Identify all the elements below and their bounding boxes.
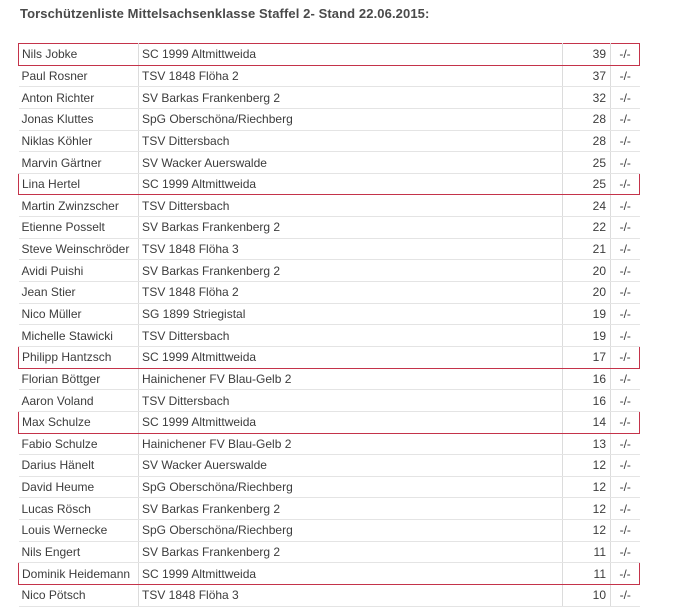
table-row [19, 108, 640, 130]
goal-count: 12 [563, 476, 611, 498]
goal-count: 32 [563, 87, 611, 109]
extra-value: -/- [611, 173, 640, 195]
extra-value: -/- [611, 303, 640, 325]
scorer-table [18, 43, 640, 607]
player-name: Jonas Kluttes [19, 108, 139, 130]
extra-value: -/- [611, 390, 640, 412]
club-name: SV Barkas Frankenberg 2 [139, 541, 563, 563]
goal-count: 19 [563, 303, 611, 325]
table-row [19, 282, 640, 304]
player-name: Fabio Schulze [19, 433, 139, 455]
goal-count: 16 [563, 390, 611, 412]
goal-count: 11 [563, 541, 611, 563]
extra-value: -/- [611, 44, 640, 66]
goal-count: 13 [563, 433, 611, 455]
club-name: TSV 1848 Flöha 2 [139, 282, 563, 304]
club-name: TSV 1848 Flöha 3 [139, 238, 563, 260]
player-name: Nils Jobke [19, 44, 139, 66]
player-name: Nico Müller [19, 303, 139, 325]
goal-count: 25 [563, 173, 611, 195]
player-name: Martin Zwinzscher [19, 195, 139, 217]
club-name: TSV Dittersbach [139, 325, 563, 347]
table-row [19, 433, 640, 455]
page-title: Torschützenliste Mittelsachsenklasse Staffel 2- Stand 22.06.2015: [20, 6, 430, 21]
table-row [19, 455, 640, 477]
table-row-highlighted [19, 563, 640, 585]
extra-value: -/- [611, 455, 640, 477]
table-row-highlighted [19, 346, 640, 368]
player-name: Louis Wernecke [19, 520, 139, 542]
table-row-highlighted [19, 44, 640, 66]
goal-count: 16 [563, 368, 611, 390]
club-name: SC 1999 Altmittweida [139, 411, 563, 433]
player-name: Jean Stier [19, 282, 139, 304]
goal-count: 37 [563, 65, 611, 87]
extra-value: -/- [611, 195, 640, 217]
table-row-highlighted [19, 173, 640, 195]
player-name: Lina Hertel [19, 173, 139, 195]
club-name: SV Barkas Frankenberg 2 [139, 260, 563, 282]
table-row [19, 260, 640, 282]
extra-value: -/- [611, 498, 640, 520]
player-name: Max Schulze [19, 411, 139, 433]
extra-value: -/- [611, 411, 640, 433]
club-name: Hainichener FV Blau-Gelb 2 [139, 433, 563, 455]
club-name: SV Wacker Auerswalde [139, 152, 563, 174]
player-name: Etienne Posselt [19, 217, 139, 239]
extra-value: -/- [611, 65, 640, 87]
club-name: TSV Dittersbach [139, 195, 563, 217]
goal-count: 24 [563, 195, 611, 217]
club-name: SC 1999 Altmittweida [139, 346, 563, 368]
club-name: TSV Dittersbach [139, 130, 563, 152]
player-name: Philipp Hantzsch [19, 346, 139, 368]
extra-value: -/- [611, 108, 640, 130]
player-name: Lucas Rösch [19, 498, 139, 520]
goal-count: 20 [563, 260, 611, 282]
extra-value: -/- [611, 130, 640, 152]
club-name: SC 1999 Altmittweida [139, 173, 563, 195]
goal-count: 10 [563, 585, 611, 607]
extra-value: -/- [611, 217, 640, 239]
player-name: Paul Rosner [19, 65, 139, 87]
player-name: Niklas Köhler [19, 130, 139, 152]
player-name: Dominik Heidemann [19, 563, 139, 585]
club-name: SpG Oberschöna/Riechberg [139, 476, 563, 498]
table-row [19, 65, 640, 87]
goal-count: 39 [563, 44, 611, 66]
player-name: Darius Hänelt [19, 455, 139, 477]
club-name: SC 1999 Altmittweida [139, 563, 563, 585]
extra-value: -/- [611, 238, 640, 260]
club-name: SV Wacker Auerswalde [139, 455, 563, 477]
club-name: SpG Oberschöna/Riechberg [139, 108, 563, 130]
table-row [19, 152, 640, 174]
table-row [19, 390, 640, 412]
goal-count: 11 [563, 563, 611, 585]
player-name: Anton Richter [19, 87, 139, 109]
club-name: TSV Dittersbach [139, 390, 563, 412]
extra-value: -/- [611, 260, 640, 282]
player-name: David Heume [19, 476, 139, 498]
extra-value: -/- [611, 541, 640, 563]
extra-value: -/- [611, 152, 640, 174]
club-name: SC 1999 Altmittweida [139, 44, 563, 66]
club-name: TSV 1848 Flöha 2 [139, 65, 563, 87]
table-row [19, 195, 640, 217]
goal-count: 12 [563, 455, 611, 477]
goal-count: 22 [563, 217, 611, 239]
player-name: Steve Weinschröder [19, 238, 139, 260]
goal-count: 21 [563, 238, 611, 260]
player-name: Avidi Puishi [19, 260, 139, 282]
player-name: Marvin Gärtner [19, 152, 139, 174]
goal-count: 14 [563, 411, 611, 433]
goal-count: 12 [563, 498, 611, 520]
table-row [19, 325, 640, 347]
table-row [19, 541, 640, 563]
goal-count: 28 [563, 130, 611, 152]
player-name: Florian Böttger [19, 368, 139, 390]
extra-value: -/- [611, 282, 640, 304]
table-row [19, 87, 640, 109]
table-row [19, 368, 640, 390]
player-name: Nils Engert [19, 541, 139, 563]
scorer-table-body [19, 44, 640, 607]
club-name: SV Barkas Frankenberg 2 [139, 87, 563, 109]
table-row [19, 238, 640, 260]
club-name: SG 1899 Striegistal [139, 303, 563, 325]
goal-count: 17 [563, 346, 611, 368]
table-row [19, 303, 640, 325]
table-row [19, 585, 640, 607]
goal-count: 19 [563, 325, 611, 347]
extra-value: -/- [611, 433, 640, 455]
extra-value: -/- [611, 520, 640, 542]
player-name: Aaron Voland [19, 390, 139, 412]
club-name: Hainichener FV Blau-Gelb 2 [139, 368, 563, 390]
extra-value: -/- [611, 325, 640, 347]
extra-value: -/- [611, 346, 640, 368]
extra-value: -/- [611, 476, 640, 498]
extra-value: -/- [611, 368, 640, 390]
extra-value: -/- [611, 87, 640, 109]
player-name: Michelle Stawicki [19, 325, 139, 347]
club-name: TSV 1848 Flöha 3 [139, 585, 563, 607]
extra-value: -/- [611, 563, 640, 585]
table-row [19, 498, 640, 520]
club-name: SV Barkas Frankenberg 2 [139, 217, 563, 239]
table-row [19, 217, 640, 239]
goal-count: 20 [563, 282, 611, 304]
table-row [19, 520, 640, 542]
table-row-highlighted [19, 411, 640, 433]
club-name: SpG Oberschöna/Riechberg [139, 520, 563, 542]
table-row [19, 476, 640, 498]
club-name: SV Barkas Frankenberg 2 [139, 498, 563, 520]
goal-count: 28 [563, 108, 611, 130]
goal-count: 25 [563, 152, 611, 174]
extra-value: -/- [611, 585, 640, 607]
goal-count: 12 [563, 520, 611, 542]
table-row [19, 130, 640, 152]
player-name: Nico Pötsch [19, 585, 139, 607]
